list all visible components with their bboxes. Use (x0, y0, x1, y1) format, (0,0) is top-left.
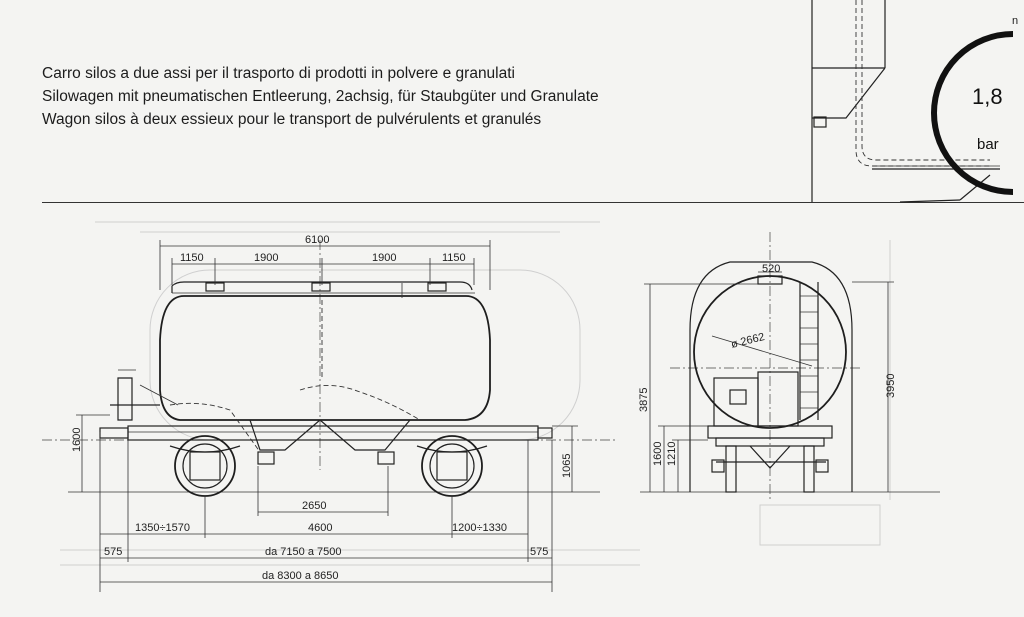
dim-overall-top: 6100 (305, 234, 330, 246)
gauge-unit: bar (977, 136, 999, 153)
dim-diameter: ø 2662 (729, 330, 766, 351)
dim-height-total: 3950 (885, 373, 897, 398)
side-view (42, 234, 615, 592)
gauge-value: 1,8 (972, 84, 1003, 109)
dim-height-frame: 1210 (666, 441, 678, 466)
dim-height-right: 1065 (561, 453, 573, 478)
dim-length-total: da 8300 a 8650 (262, 570, 339, 582)
svg-text:n: n (1012, 15, 1019, 27)
dim-buffer-right: 575 (530, 546, 549, 558)
dim-wheelbase: 4600 (308, 522, 333, 534)
dim-overhang-left: 1350÷1570 (135, 522, 190, 534)
dim-segment-3: 1900 (372, 252, 397, 264)
dim-wheelbase-inner: 2650 (302, 500, 327, 512)
dim-height-buffer: 1600 (652, 441, 664, 466)
dim-height-body: 3875 (638, 387, 650, 412)
dim-buffer-left: 575 (104, 546, 123, 558)
title-italian: Carro silos a due assi per il trasporto di prodotti in polvere e granulati (42, 65, 515, 82)
dim-segment-1: 1150 (180, 252, 204, 264)
dim-height-left: 1600 (71, 427, 83, 452)
dim-segment-4: 1150 (442, 252, 466, 264)
title-french: Wagon silos à deux essieux pour le transport de pulvérulents et granulés (42, 111, 542, 128)
end-view (638, 232, 940, 500)
gauge-dial-icon (934, 34, 1013, 192)
dim-length-frame: da 7150 a 7500 (265, 546, 342, 558)
dim-overhang-right: 1200÷1330 (452, 522, 507, 534)
ladder-rungs (800, 296, 818, 408)
dim-segment-2: 1900 (254, 252, 279, 264)
dim-top-width: 520 (762, 263, 781, 275)
title-german: Silowagen mit pneumatischen Entleerung, 2achsig, für Staubgüter und Granulate (42, 88, 599, 105)
gauge-detail (812, 0, 1018, 202)
